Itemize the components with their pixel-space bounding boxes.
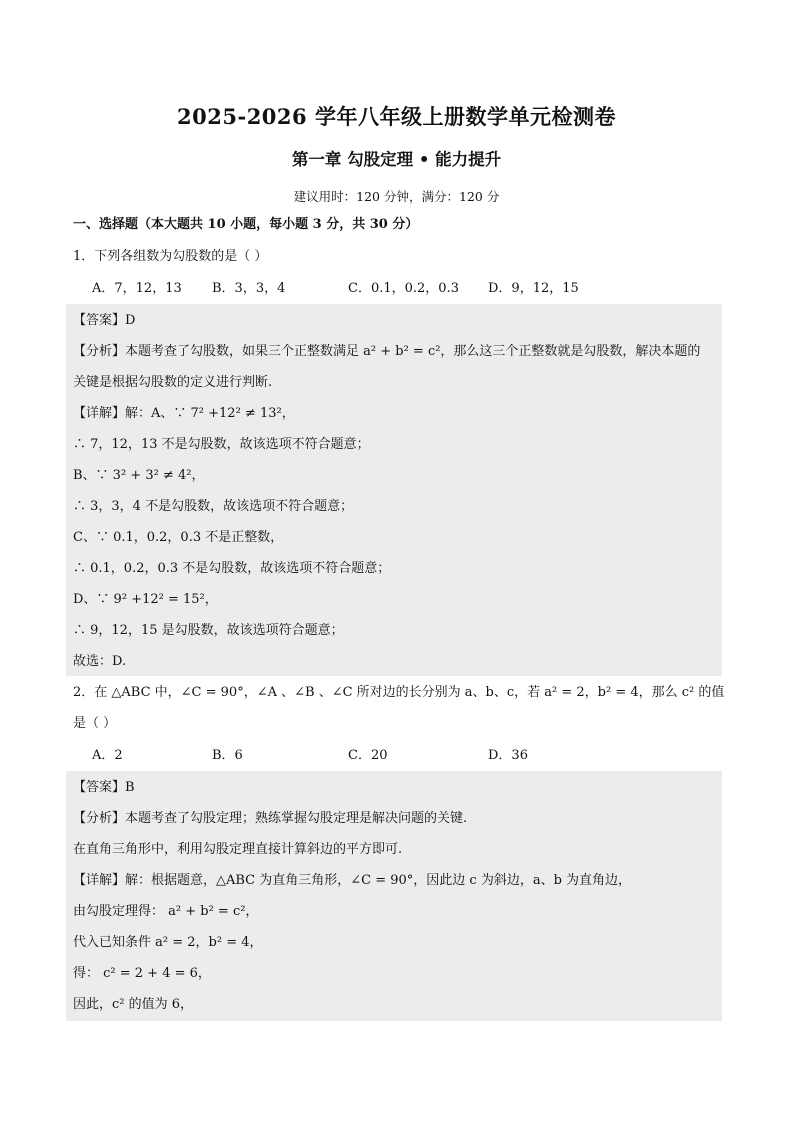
detail-2-line: 【详解】解：根据题意，△ABC 为直角三角形，∠C = 90°，因此边 c 为斜边，a、b 为直角边， (73, 873, 632, 888)
option-a: A．2 (92, 748, 123, 763)
answer-2: 【答案】B (73, 780, 135, 795)
detail-2-line: 得： c² = 2 + 4 = 6， (73, 966, 211, 981)
question-2-stem-line-2: 是（ ） (73, 716, 117, 731)
option-d: D．9，12，15 (488, 281, 579, 296)
detail-1-line: B、∵ 3² + 3² ≠ 4²， (73, 468, 205, 483)
option-c: C．20 (348, 748, 388, 763)
answer-1: 【答案】D (73, 313, 136, 328)
section-heading: 一、选择题（本大题共 10 小题，每小题 3 分，共 30 分） (73, 217, 419, 232)
detail-1-line: ∴ 0.1，0.2，0.3 不是勾股数，故该选项不符合题意； (73, 561, 391, 576)
question-1-options (92, 276, 692, 302)
detail-1-line: ∴ 3，3，4 不是勾股数，故该选项不符合题意； (73, 499, 354, 514)
exam-meta: 建议用时：120 分钟，满分：120 分 (293, 189, 500, 204)
detail-1-line: 【详解】解：A、∵ 7² +12² ≠ 13²， (73, 406, 295, 421)
detail-1-line: 故选：D. (73, 654, 127, 669)
detail-1-line: C、∵ 0.1，0.2，0.3 不是正整数， (73, 530, 284, 545)
option-c: C．0.1，0.2，0.3 (348, 281, 459, 296)
option-d: D．36 (488, 748, 528, 763)
page-title: 2025-2026 学年八年级上册数学单元检测卷 (177, 104, 616, 129)
question-2-options (92, 743, 692, 769)
chapter-subtitle: 第一章 勾股定理 • 能力提升 (291, 150, 502, 169)
option-b: B．6 (212, 748, 243, 763)
detail-2-line: 由勾股定理得： a² + b² = c²， (73, 904, 259, 919)
analysis-1-line-2: 关键是根据勾股数的定义进行判断. (73, 375, 273, 390)
analysis-2-line-2: 在直角三角形中，利用勾股定理直接计算斜边的平方即可. (73, 842, 403, 857)
option-b: B．3，3，4 (212, 281, 286, 296)
detail-1-line: ∴ 7，12，13 不是勾股数，故该选项不符合题意； (73, 437, 370, 452)
option-a: A．7，12，13 (92, 281, 182, 296)
question-1-stem: 1．下列各组数为勾股数的是（ ） (73, 249, 268, 264)
analysis-2-line-1: 【分析】本题考查了勾股定理；熟练掌握勾股定理是解决问题的关键. (73, 811, 468, 826)
detail-1-line: D、∵ 9² +12² = 15²， (73, 592, 218, 607)
detail-2-line: 因此，c² 的值为 6， (73, 997, 194, 1012)
analysis-1-line-1: 【分析】本题考查了勾股数，如果三个正整数满足 a² + b² = c²，那么这三个正整数就是勾股数，解决本题的 (73, 344, 701, 359)
detail-1-line: ∴ 9，12，15 是勾股数，故该选项符合题意； (73, 623, 344, 638)
question-2-stem-line-1: 2．在 △ABC 中，∠C = 90°，∠A 、∠B 、∠C 所对边的长分别为 a、b、c，若 a² = 2，b² = 4，那么 c² 的值 (73, 685, 725, 700)
detail-2-line: 代入已知条件 a² = 2，b² = 4， (73, 935, 263, 950)
